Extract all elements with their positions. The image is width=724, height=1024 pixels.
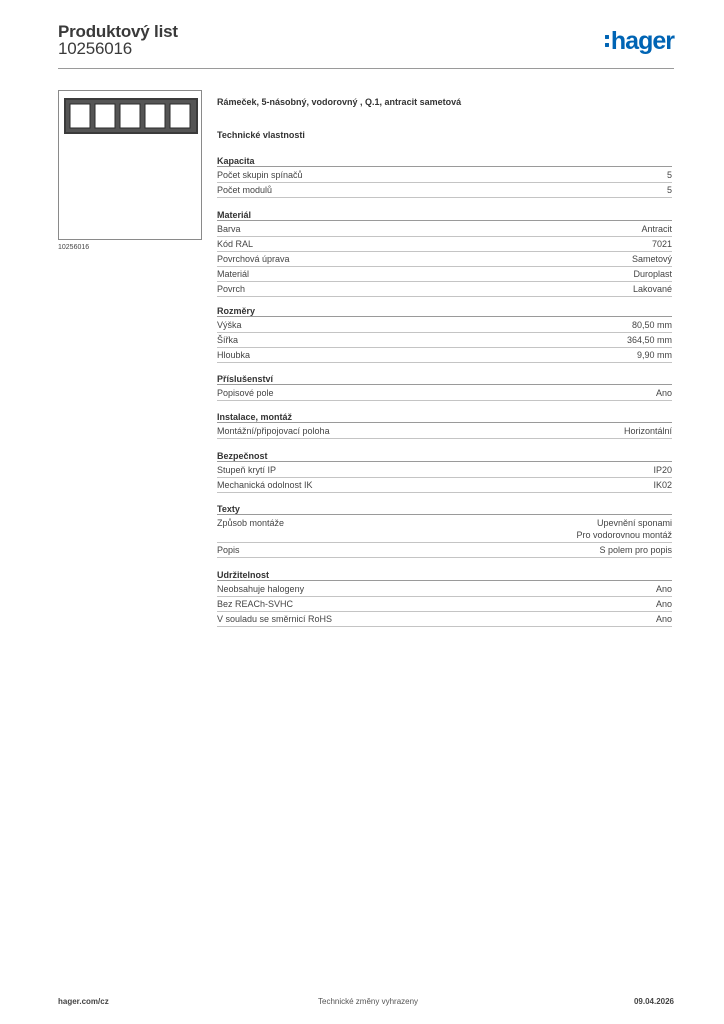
spec-row (217, 318, 672, 333)
spec-value: 364,50 mm (626, 335, 672, 345)
spec-value: Horizontální (623, 426, 672, 436)
document-title: Produktový list (58, 22, 178, 41)
spec-row (217, 463, 672, 478)
frame-5-gang-icon (64, 98, 198, 134)
footer-date: 09.04.2026 (633, 997, 674, 1006)
hager-logo (605, 28, 674, 54)
spec-label: Montážní/připojovací poloha (217, 426, 330, 436)
group-title: Instalace, montáž (217, 411, 672, 423)
page-footer (58, 997, 674, 1011)
spec-value: Ano (655, 388, 672, 398)
spec-label: Hloubka (217, 350, 251, 360)
spec-row (217, 516, 672, 543)
spec-row (217, 168, 672, 183)
spec-label: Popisové pole (217, 388, 274, 398)
group-prislusenstvi (217, 373, 672, 401)
spec-row (217, 333, 672, 348)
group-title: Příslušenství (217, 373, 672, 385)
group-udrzitelnost (217, 569, 672, 627)
spec-label: V souladu se směrnicí RoHS (217, 614, 333, 624)
group-rozmery (217, 305, 672, 363)
spec-value: 80,50 mm (631, 320, 672, 330)
spec-row (217, 237, 672, 252)
spec-value: IK02 (653, 480, 672, 490)
spec-value-multiline (576, 517, 672, 541)
spec-label: Šířka (217, 335, 239, 345)
image-caption: 10256016 (58, 244, 90, 251)
spec-value: Duroplast (633, 269, 672, 279)
group-title: Kapacita (217, 155, 672, 167)
logo-text: hager (610, 27, 674, 55)
spec-value: 7021 (651, 239, 672, 249)
spec-row (217, 597, 672, 612)
spec-row (217, 267, 672, 282)
spec-value: Pro vodorovnou montáž (576, 530, 672, 540)
spec-value: IP20 (653, 465, 672, 475)
spec-row (217, 478, 672, 493)
spec-row (217, 424, 672, 439)
spec-value: Antracit (641, 224, 672, 234)
document-number: 10256016 (58, 39, 133, 58)
spec-value: 5 (666, 185, 672, 195)
spec-value: S polem pro popis (599, 545, 672, 555)
spec-row (217, 612, 672, 627)
group-bezpecnost (217, 450, 672, 493)
spec-label: Popis (217, 545, 240, 555)
spec-row (217, 252, 672, 267)
spec-label: Povrch (217, 284, 246, 294)
spec-label: Počet skupin spínačů (217, 170, 303, 180)
group-title: Texty (217, 503, 672, 515)
product-name: Rámeček, 5-násobný, vodorovný , Q.1, antracit sametová (217, 97, 462, 107)
spec-value: 5 (666, 170, 672, 180)
spec-label: Počet modulů (217, 185, 273, 195)
header-divider (58, 68, 674, 69)
spec-label: Kód RAL (217, 239, 254, 249)
spec-value: Sametový (631, 254, 672, 264)
page-header (58, 20, 674, 68)
logo-dots-icon (605, 33, 609, 49)
group-title: Udržitelnost (217, 569, 672, 581)
group-title: Bezpečnost (217, 450, 672, 462)
spec-row (217, 282, 672, 297)
spec-row (217, 386, 672, 401)
group-kapacita (217, 155, 672, 198)
group-title: Rozměry (217, 305, 672, 317)
spec-value: Upevnění sponami (596, 518, 672, 528)
spec-row (217, 183, 672, 198)
spec-label: Povrchová úprava (217, 254, 290, 264)
spec-value: 9,90 mm (636, 350, 672, 360)
spec-label: Mechanická odolnost IK (217, 480, 313, 490)
spec-row (217, 582, 672, 597)
spec-row (217, 543, 672, 558)
group-title: Materiál (217, 209, 672, 221)
product-image (58, 90, 202, 240)
spec-value: Ano (655, 584, 672, 594)
group-texty (217, 503, 672, 558)
spec-label: Stupeň krytí IP (217, 465, 277, 475)
spec-label: Neobsahuje halogeny (217, 584, 305, 594)
spec-value: Ano (655, 599, 672, 609)
footer-disclaimer: Technické změny vyhrazeny (318, 997, 419, 1006)
spec-value: Ano (655, 614, 672, 624)
spec-label: Barva (217, 224, 241, 234)
spec-value: Lakované (632, 284, 672, 294)
footer-website-link[interactable]: hager.com/cz (58, 997, 109, 1006)
group-instalace (217, 411, 672, 439)
spec-label: Materiál (217, 269, 250, 279)
spec-row (217, 348, 672, 363)
spec-label: Výška (217, 320, 242, 330)
spec-label: Způsob montáže (217, 518, 285, 528)
section-heading: Technické vlastnosti (217, 130, 305, 140)
group-material (217, 209, 672, 297)
spec-row (217, 222, 672, 237)
spec-label: Bez REACh-SVHC (217, 599, 294, 609)
